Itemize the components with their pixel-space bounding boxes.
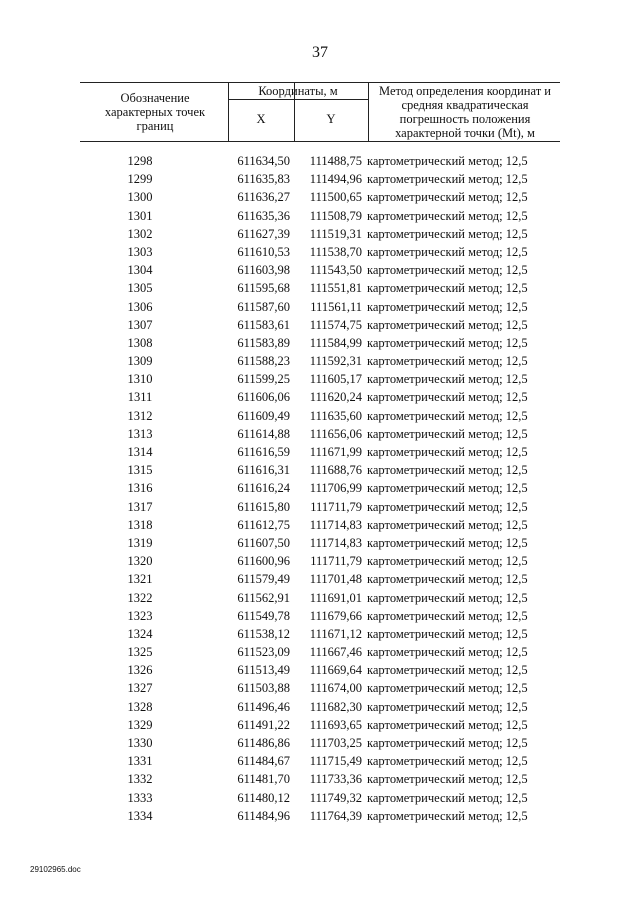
- point-number: 1312: [127, 408, 153, 423]
- method-cell: картометрический метод; 12,5: [367, 445, 528, 459]
- point-number: 1306: [127, 299, 153, 314]
- coord-x: 611503,88: [237, 681, 290, 696]
- point-number: 1319: [127, 535, 153, 550]
- method-cell: картометрический метод; 12,5: [367, 645, 528, 660]
- method-cell: картометрический метод; 12,5: [367, 244, 528, 259]
- point-number: 1321: [127, 572, 153, 587]
- coord-x: 611595,68: [237, 281, 290, 296]
- point-number: 1303: [127, 244, 153, 259]
- coord-x: 611635,83: [237, 172, 290, 187]
- point-number: 1315: [127, 463, 153, 478]
- coord-y: 111488,75: [309, 154, 362, 168]
- coord-x: 611486,86: [237, 736, 290, 750]
- table-row: [80, 152, 560, 170]
- coord-x: 611538,12: [237, 626, 290, 641]
- coord-y: 111714,83: [309, 517, 362, 532]
- point-number: 1302: [127, 226, 153, 241]
- coord-x: 611606,06: [237, 390, 290, 405]
- header-y: Y: [326, 112, 336, 126]
- table-row: [80, 625, 560, 643]
- point-number: 1326: [127, 663, 153, 678]
- table-row: [80, 570, 560, 588]
- point-number: 1299: [127, 172, 153, 187]
- method-cell: картометрический метод; 12,5: [367, 717, 528, 732]
- table-row: [80, 589, 560, 607]
- point-number: 1325: [127, 645, 153, 660]
- method-cell: картометрический метод; 12,5: [367, 172, 528, 187]
- method-cell: картометрический метод; 12,5: [367, 681, 528, 696]
- point-number: 1322: [127, 590, 153, 605]
- coord-y: 111671,99: [309, 445, 362, 459]
- coord-x: 611579,49: [237, 572, 290, 587]
- point-number: 1327: [127, 681, 153, 696]
- point-number: 1307: [127, 317, 153, 332]
- table-row: [80, 643, 560, 661]
- coord-x: 611513,49: [237, 663, 290, 678]
- coord-y: 111494,96: [309, 172, 362, 187]
- coord-x: 611491,22: [237, 717, 290, 732]
- method-cell: картометрический метод; 12,5: [367, 154, 528, 168]
- coord-y: 111551,81: [309, 281, 362, 296]
- point-number: 1324: [127, 626, 153, 641]
- coord-x: 611587,60: [237, 299, 290, 314]
- coord-y: 111733,36: [309, 772, 362, 787]
- coord-x: 611616,31: [237, 463, 290, 478]
- header-coordinates: Координаты, м: [258, 84, 338, 98]
- table-row: [80, 225, 560, 243]
- table-row: [80, 607, 560, 625]
- coord-y: 111667,46: [309, 645, 362, 660]
- method-cell: картометрический метод; 12,5: [367, 663, 528, 678]
- point-number: 1300: [127, 190, 153, 205]
- method-cell: картометрический метод; 12,5: [367, 572, 528, 587]
- table-row: [80, 207, 560, 225]
- method-cell: картометрический метод; 12,5: [367, 299, 528, 314]
- coord-x: 611549,78: [237, 608, 290, 623]
- coord-x: 611481,70: [237, 772, 290, 787]
- table-row: [80, 352, 560, 370]
- table-row: [80, 461, 560, 479]
- table-row: [80, 279, 560, 297]
- method-cell: картометрический метод; 12,5: [367, 499, 528, 514]
- table-row: [80, 534, 560, 552]
- table-row: [80, 370, 560, 388]
- table-row: [80, 789, 560, 807]
- method-cell: картометрический метод; 12,5: [367, 354, 528, 369]
- method-cell: картометрический метод; 12,5: [367, 372, 528, 387]
- point-number: 1323: [127, 608, 153, 623]
- coord-y: 111605,17: [309, 372, 362, 387]
- method-cell: картометрический метод; 12,5: [367, 263, 528, 278]
- header-point-label: Обозначение характерных точек границ: [104, 91, 206, 133]
- point-number: 1311: [127, 390, 153, 405]
- coord-x: 611634,50: [237, 154, 290, 168]
- coord-x: 611616,59: [237, 445, 290, 459]
- method-cell: картометрический метод; 12,5: [367, 517, 528, 532]
- coord-y: 111679,66: [309, 608, 362, 623]
- coord-y: 111538,70: [309, 244, 362, 259]
- point-number: 1314: [127, 445, 153, 459]
- coord-y: 111543,50: [309, 263, 362, 278]
- table-row: [80, 243, 560, 261]
- coord-y: 111584,99: [309, 335, 362, 350]
- coord-y: 111706,99: [309, 481, 362, 496]
- table-row: [80, 388, 560, 406]
- table-row: [80, 407, 560, 425]
- point-number: 1334: [127, 808, 153, 823]
- method-cell: картометрический метод; 12,5: [367, 736, 528, 750]
- method-cell: картометрический метод; 12,5: [367, 608, 528, 623]
- coord-x: 611600,96: [237, 554, 290, 569]
- method-cell: картометрический метод; 12,5: [367, 590, 528, 605]
- table-row: [80, 516, 560, 534]
- point-number: 1316: [127, 481, 153, 496]
- coordinate-table: [80, 152, 560, 825]
- point-number: 1304: [127, 263, 153, 278]
- table-row: [80, 443, 560, 461]
- coord-x: 611616,24: [237, 481, 290, 496]
- coord-x: 611610,53: [237, 244, 290, 259]
- point-number: 1313: [127, 426, 153, 441]
- table-row: [80, 316, 560, 334]
- header-divider: [368, 83, 369, 141]
- coord-x: 611588,23: [237, 354, 290, 369]
- point-number: 1309: [127, 354, 153, 369]
- point-number: 1320: [127, 554, 153, 569]
- table-row: [80, 425, 560, 443]
- point-number: 1317: [127, 499, 153, 514]
- coord-y: 111635,60: [309, 408, 362, 423]
- coord-y: 111574,75: [309, 317, 362, 332]
- table-row: [80, 170, 560, 188]
- header-subdivider: [228, 99, 368, 100]
- point-number: 1330: [127, 736, 153, 750]
- file-name: 29102965.doc: [30, 865, 81, 874]
- table-header: [80, 82, 560, 142]
- coord-x: 611603,98: [237, 263, 290, 278]
- table-row: [80, 770, 560, 788]
- table-row: [80, 334, 560, 352]
- table-row: [80, 298, 560, 316]
- method-cell: картометрический метод; 12,5: [367, 626, 528, 641]
- coord-y: 111669,64: [309, 663, 362, 678]
- coord-y: 111714,83: [309, 535, 362, 550]
- coord-x: 611599,25: [237, 372, 290, 387]
- coord-y: 111691,01: [309, 590, 362, 605]
- coord-y: 111674,00: [309, 681, 362, 696]
- point-number: 1318: [127, 517, 153, 532]
- method-cell: картометрический метод; 12,5: [367, 335, 528, 350]
- coord-y: 111688,76: [309, 463, 362, 478]
- coord-x: 611562,91: [237, 590, 290, 605]
- method-cell: картометрический метод; 12,5: [367, 535, 528, 550]
- table-row: [80, 552, 560, 570]
- method-cell: картометрический метод; 12,5: [367, 208, 528, 223]
- point-number: 1333: [127, 790, 153, 805]
- method-cell: картометрический метод; 12,5: [367, 808, 528, 823]
- method-cell: картометрический метод; 12,5: [367, 226, 528, 241]
- coord-y: 111764,39: [309, 808, 362, 823]
- coord-x: 611496,46: [237, 699, 290, 714]
- method-cell: картометрический метод; 12,5: [367, 772, 528, 787]
- table-row: [80, 498, 560, 516]
- method-cell: картометрический метод; 12,5: [367, 390, 528, 405]
- coord-y: 111656,06: [309, 426, 362, 441]
- coord-x: 611609,49: [237, 408, 290, 423]
- method-cell: картометрический метод; 12,5: [367, 699, 528, 714]
- point-number: 1298: [127, 154, 153, 168]
- coord-y: 111711,79: [310, 499, 362, 514]
- point-number: 1331: [127, 754, 153, 769]
- coord-y: 111671,12: [309, 626, 362, 641]
- point-number: 1305: [127, 281, 153, 296]
- method-cell: картометрический метод; 12,5: [367, 790, 528, 805]
- coord-y: 111701,48: [309, 572, 362, 587]
- point-number: 1308: [127, 335, 153, 350]
- coord-y: 111592,31: [309, 354, 362, 369]
- coord-x: 611612,75: [237, 517, 290, 532]
- coord-x: 611627,39: [237, 226, 290, 241]
- method-cell: картометрический метод; 12,5: [367, 281, 528, 296]
- table-row: [80, 734, 560, 752]
- point-number: 1301: [127, 208, 153, 223]
- point-number: 1332: [127, 772, 153, 787]
- coord-x: 611484,96: [237, 808, 290, 823]
- coord-x: 611614,88: [237, 426, 290, 441]
- point-number: 1329: [127, 717, 153, 732]
- table-row: [80, 679, 560, 697]
- point-number: 1310: [127, 372, 153, 387]
- coord-y: 111711,79: [310, 554, 362, 569]
- table-row: [80, 188, 560, 206]
- header-method: Метод определения координат и средняя квадратическая погрешность положения характерной точки (Mt), м: [379, 84, 551, 140]
- header-x: X: [256, 112, 266, 126]
- coord-y: 111703,25: [309, 736, 362, 750]
- coord-x: 611583,89: [237, 335, 290, 350]
- method-cell: картометрический метод; 12,5: [367, 463, 528, 478]
- coord-y: 111749,32: [309, 790, 362, 805]
- coord-x: 611480,12: [237, 790, 290, 805]
- coord-y: 111508,79: [309, 208, 362, 223]
- coord-y: 111693,65: [309, 717, 362, 732]
- table-row: [80, 698, 560, 716]
- point-number: 1328: [127, 699, 153, 714]
- coord-x: 611523,09: [237, 645, 290, 660]
- table-row: [80, 661, 560, 679]
- method-cell: картометрический метод; 12,5: [367, 554, 528, 569]
- coord-x: 611636,27: [237, 190, 290, 205]
- method-cell: картометрический метод; 12,5: [367, 481, 528, 496]
- coord-y: 111561,11: [310, 299, 362, 314]
- coord-y: 111519,31: [309, 226, 362, 241]
- table-row: [80, 752, 560, 770]
- table-row: [80, 716, 560, 734]
- coord-x: 611615,80: [237, 499, 290, 514]
- table-row: [80, 261, 560, 279]
- method-cell: картометрический метод; 12,5: [367, 426, 528, 441]
- coord-y: 111500,65: [309, 190, 362, 205]
- method-cell: картометрический метод; 12,5: [367, 190, 528, 205]
- coord-y: 111620,24: [309, 390, 362, 405]
- table-row: [80, 479, 560, 497]
- coord-y: 111682,30: [309, 699, 362, 714]
- coord-x: 611583,61: [237, 317, 290, 332]
- page-number: 37: [312, 44, 328, 61]
- coord-x: 611607,50: [237, 535, 290, 550]
- method-cell: картометрический метод; 12,5: [367, 754, 528, 769]
- coord-y: 111715,49: [309, 754, 362, 769]
- method-cell: картометрический метод; 12,5: [367, 317, 528, 332]
- coord-x: 611635,36: [237, 208, 290, 223]
- coord-x: 611484,67: [237, 754, 290, 769]
- table-row: [80, 807, 560, 825]
- method-cell: картометрический метод; 12,5: [367, 408, 528, 423]
